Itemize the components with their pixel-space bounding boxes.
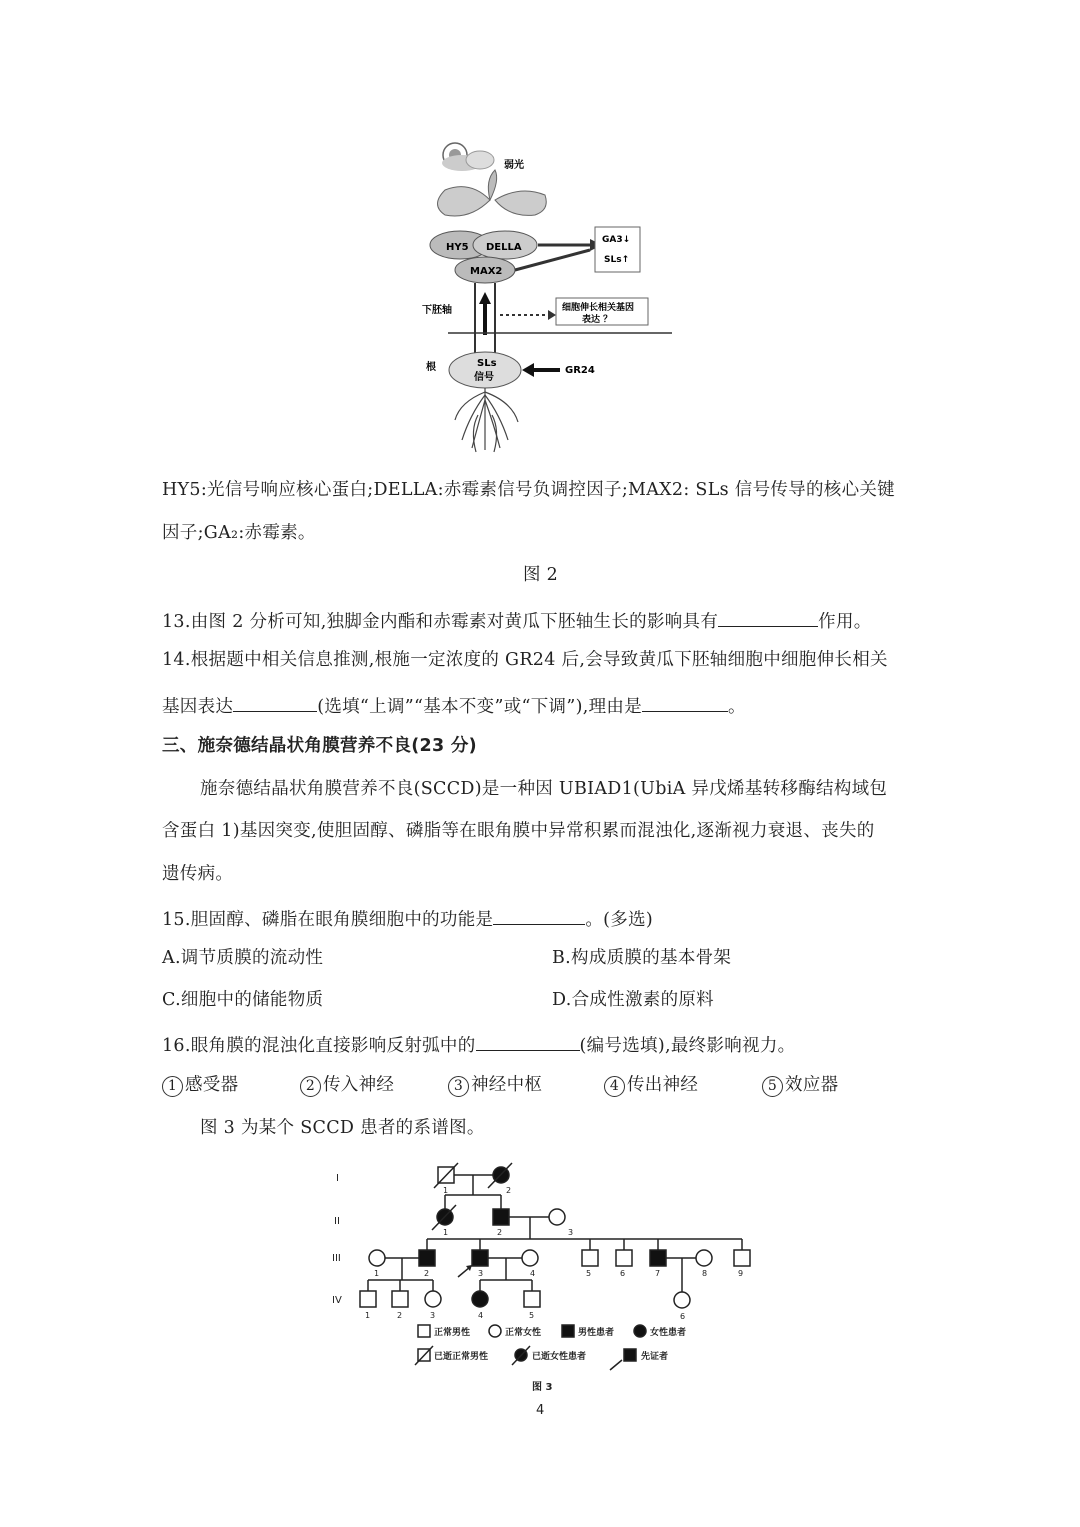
choice-number-circle: 3 <box>448 1076 469 1097</box>
III-6-normal-male <box>616 1250 632 1266</box>
ga3-label: GA3↓ <box>602 235 631 245</box>
q16-choice-2[interactable] <box>300 1076 394 1097</box>
svg-text:4: 4 <box>478 1311 484 1320</box>
legend-normal-female: 正常女性 <box>505 1328 542 1338</box>
svg-text:1: 1 <box>365 1311 371 1320</box>
III-7-affected-male <box>650 1250 666 1266</box>
III-1-normal-female <box>369 1250 385 1266</box>
q16-choice-1[interactable] <box>162 1076 238 1097</box>
legend-deceased-normal-male: 已逝正常男性 <box>434 1352 489 1362</box>
q16-choice-5[interactable] <box>762 1076 838 1097</box>
svg-text:3: 3 <box>568 1228 574 1237</box>
q14-text-after: 。 <box>728 697 746 717</box>
III-8-normal-female <box>696 1250 712 1266</box>
roots <box>455 388 518 452</box>
legend-normal-male: 正常男性 <box>434 1328 471 1338</box>
q15-option-c[interactable]: C.细胞中的储能物质 <box>162 990 324 1010</box>
max2-label: MAX2 <box>470 266 503 277</box>
question-14-line1: 14.根据题中相关信息推测,根施一定浓度的 GR24 后,会导致黄瓜下胚轴细胞中细胞伸长相关 <box>162 650 888 670</box>
question-14-line2 <box>162 695 746 717</box>
weak-light-icon <box>442 143 494 171</box>
choice-number-circle: 4 <box>604 1076 625 1097</box>
q16-answer-blank[interactable] <box>476 1034 580 1051</box>
svg-text:5: 5 <box>586 1269 592 1278</box>
III-3-proband-affected-male <box>472 1250 488 1266</box>
legend-affected-female-icon <box>634 1325 646 1337</box>
q15-text-after: 。(多选) <box>585 910 653 930</box>
svg-text:2: 2 <box>506 1186 512 1195</box>
IV-2-normal-male <box>392 1291 408 1307</box>
sls-signal-label2: 信号 <box>474 372 494 383</box>
q16-text-after: (编号选填),最终影响视力。 <box>579 1036 796 1056</box>
III-9-normal-male <box>734 1250 750 1266</box>
choice-number-circle: 2 <box>300 1076 321 1097</box>
III-5-normal-male <box>582 1250 598 1266</box>
q15-text: 15.胆固醇、磷脂在眼角膜细胞中的功能是 <box>162 910 494 930</box>
legend-proband-icon <box>624 1349 636 1361</box>
page-number: 4 <box>536 1403 545 1418</box>
pedigree-chart <box>320 1155 770 1405</box>
svg-text:2: 2 <box>397 1311 403 1320</box>
hy5-label: HY5 <box>446 242 469 253</box>
svg-text:2: 2 <box>497 1228 503 1237</box>
choice-label: 神经中枢 <box>471 1075 543 1095</box>
IV-4-affected-female <box>472 1291 488 1307</box>
q14-text-mid: (选填“上调”“基本不变”或“下调”),理由是 <box>317 697 642 717</box>
svg-text:3: 3 <box>478 1269 484 1278</box>
III-2-affected-male <box>419 1250 435 1266</box>
gr24-label: GR24 <box>565 365 595 376</box>
q13-text-after: 作用。 <box>818 612 872 632</box>
q15-option-a[interactable]: A.调节质膜的流动性 <box>162 948 324 968</box>
della-label: DELLA <box>486 242 522 253</box>
q15-option-b[interactable]: B.构成质膜的基本骨架 <box>552 948 732 968</box>
intro-line3: 遗传病。 <box>162 864 234 884</box>
svg-text:6: 6 <box>620 1269 626 1278</box>
figure-2-note-line2: 因子;GA₂:赤霉素。 <box>162 523 316 543</box>
legend-proband: 先证者 <box>641 1352 669 1362</box>
svg-text:3: 3 <box>430 1311 436 1320</box>
svg-text:5: 5 <box>529 1311 535 1320</box>
legend-normal-male-icon <box>418 1325 430 1337</box>
choice-label: 传出神经 <box>627 1075 699 1095</box>
gen-III-label: III <box>332 1253 341 1264</box>
question-13 <box>162 610 872 632</box>
sls-signal-label1: SLs <box>477 358 497 369</box>
legend-deceased-affected-female: 已逝女性患者 <box>532 1352 587 1362</box>
q16-choice-3[interactable] <box>448 1076 542 1097</box>
svg-text:7: 7 <box>655 1269 661 1278</box>
root-label: 根 <box>426 362 436 373</box>
svg-text:4: 4 <box>530 1269 536 1278</box>
sls-up-label: SLs↑ <box>604 255 630 265</box>
q13-answer-blank[interactable] <box>718 610 818 627</box>
svg-text:1: 1 <box>443 1228 449 1237</box>
seedling-leaves <box>438 170 547 216</box>
IV-3-normal-female <box>425 1291 441 1307</box>
svg-text:8: 8 <box>702 1269 708 1278</box>
svg-text:2: 2 <box>424 1269 430 1278</box>
legend-affected-male: 男性患者 <box>578 1328 615 1338</box>
III-4-normal-female <box>522 1250 538 1266</box>
gen-IV-label: IV <box>332 1295 342 1306</box>
hypocotyl-label: 下胚轴 <box>422 305 452 316</box>
intro-line2: 含蛋白 1)基因突变,使胆固醇、磷脂等在眼角膜中异常积累而混浊化,逐渐视力衰退、丧失的 <box>162 821 875 841</box>
choice-number-circle: 1 <box>162 1076 183 1097</box>
choice-number-circle: 5 <box>762 1076 783 1097</box>
figure-2-note-line1: HY5:光信号响应核心蛋白;DELLA:赤霉素信号负调控因子;MAX2: SLs 信号传导的核心关键 <box>162 480 895 500</box>
gene-box-line2: 表达 ？ <box>582 315 613 325</box>
legend-affected-male-icon <box>562 1325 574 1337</box>
q15-option-d[interactable]: D.合成性激素的原料 <box>552 990 714 1010</box>
q14-text: 基因表达 <box>162 697 234 717</box>
section-3-title: 三、施奈德结晶状角膜营养不良(23 分) <box>162 736 477 756</box>
weak-light-label: 弱光 <box>504 160 524 171</box>
figure-3-label: 图 3 <box>532 1382 553 1393</box>
svg-text:9: 9 <box>738 1269 744 1278</box>
figure-3-intro: 图 3 为某个 SCCD 患者的系谱图。 <box>200 1118 485 1138</box>
question-16 <box>162 1034 795 1056</box>
legend-normal-female-icon <box>489 1325 501 1337</box>
q14-answer-blank-2[interactable] <box>642 695 728 712</box>
legend-affected-female: 女性患者 <box>650 1328 687 1338</box>
svg-text:6: 6 <box>680 1312 686 1321</box>
q13-text: 13.由图 2 分析可知,独脚金内酯和赤霉素对黄瓜下胚轴生长的影响具有 <box>162 612 719 632</box>
figure-2-label: 图 2 <box>523 565 559 585</box>
figure-2-diagram <box>400 130 690 460</box>
choice-label: 感受器 <box>185 1075 239 1095</box>
gene-box-line1: 细胞伸长相关基因 <box>562 303 635 313</box>
ga-sls-box <box>595 227 640 272</box>
II-3-normal-female <box>549 1209 565 1225</box>
svg-text:1: 1 <box>374 1269 380 1278</box>
svg-text:1: 1 <box>443 1186 449 1195</box>
intro-line1: 施奈德结晶状角膜营养不良(SCCD)是一种因 UBIAD1(UbiA 异戊烯基转移酶结构域包 <box>200 779 888 799</box>
II-2-affected-male <box>493 1209 509 1225</box>
choice-label: 传入神经 <box>323 1075 395 1095</box>
IV-5-normal-male <box>524 1291 540 1307</box>
q16-choice-4[interactable] <box>604 1076 698 1097</box>
gen-I-label: I <box>336 1173 339 1184</box>
q16-text: 16.眼角膜的混浊化直接影响反射弧中的 <box>162 1036 476 1056</box>
IV-6-normal-female <box>674 1292 690 1308</box>
question-15 <box>162 908 653 930</box>
q15-answer-blank[interactable] <box>493 908 585 925</box>
gen-II-label: II <box>334 1216 340 1227</box>
choice-label: 效应器 <box>785 1075 839 1095</box>
IV-1-normal-male <box>360 1291 376 1307</box>
q14-answer-blank-1[interactable] <box>233 695 317 712</box>
